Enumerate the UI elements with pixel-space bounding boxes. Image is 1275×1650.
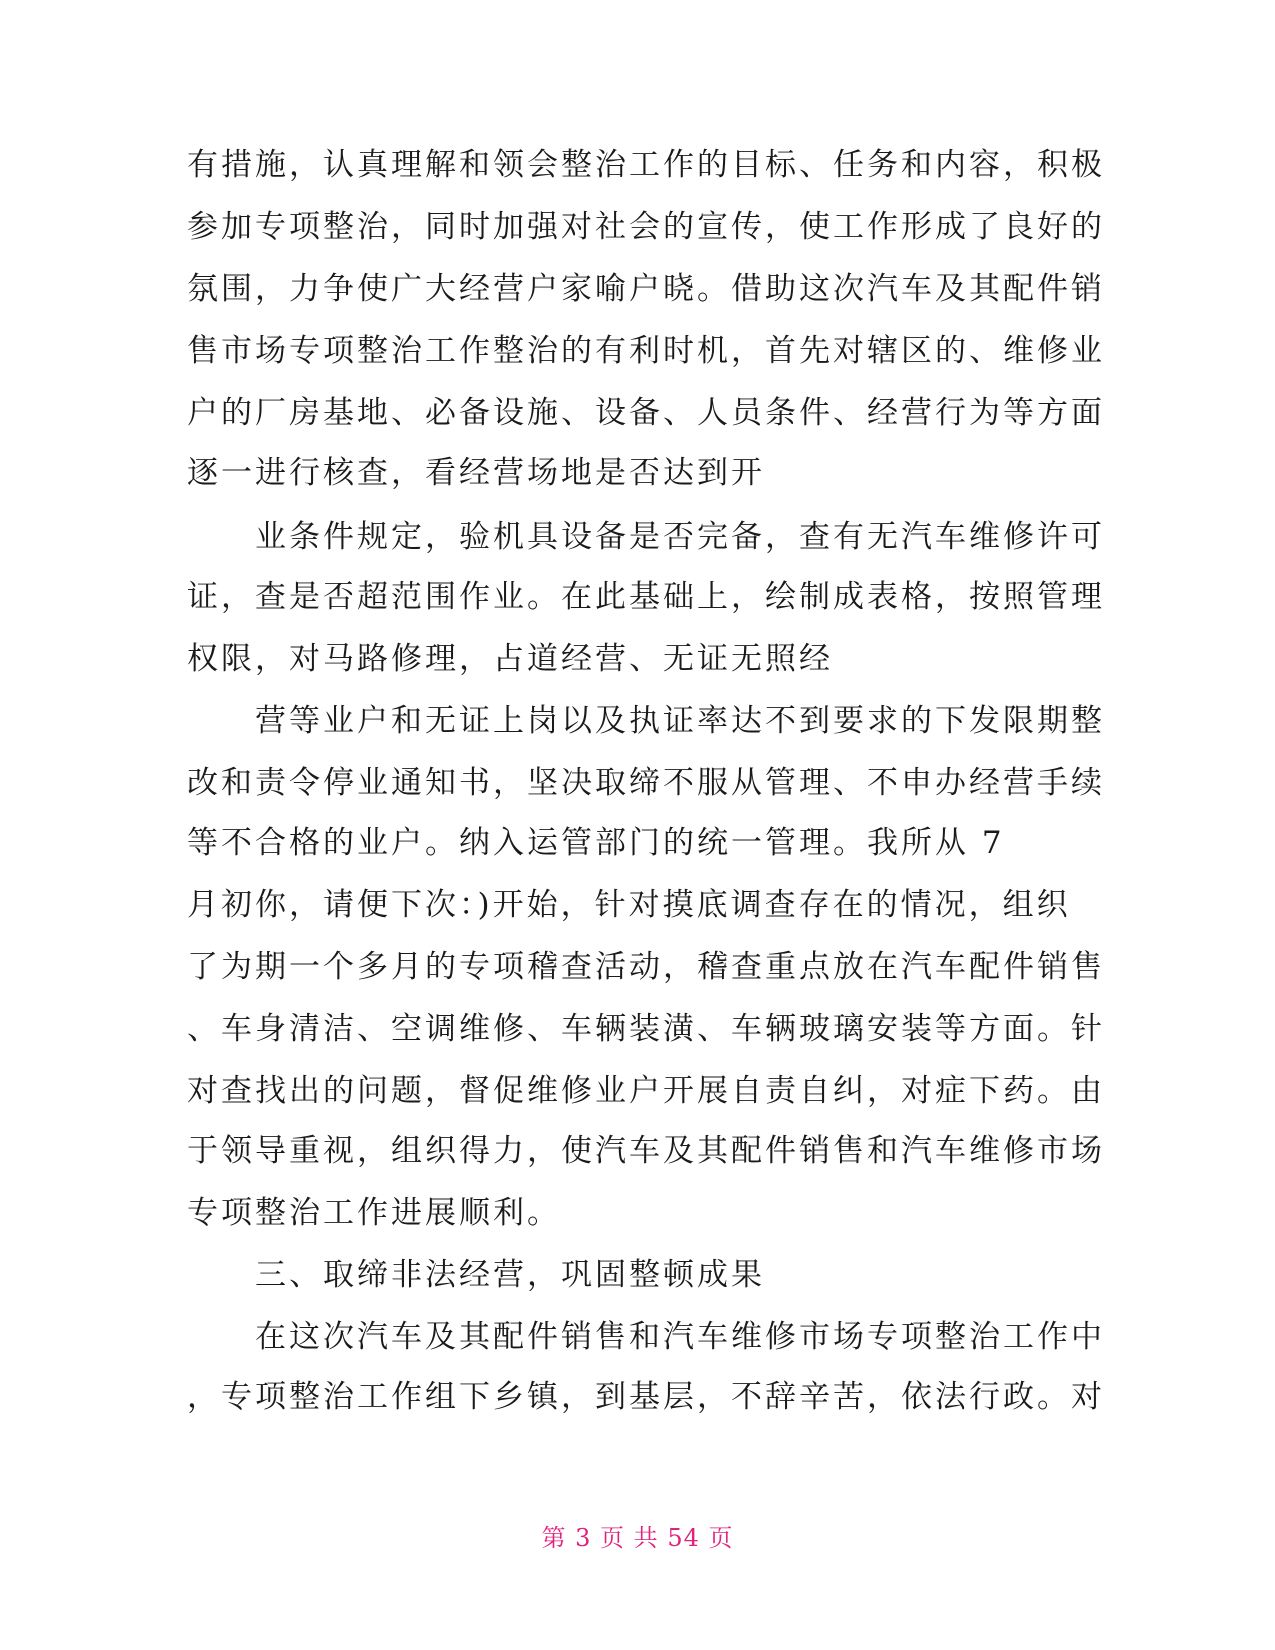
text-line: 户的厂房基地、必备设施、设备、人员条件、经营行为等方面	[187, 395, 1105, 431]
text-line: 于领导重视，组织得力，使汽车及其配件销售和汽车维修市场	[187, 1133, 1105, 1169]
text-line: 权限，对马路修理，占道经营、无证无照经	[187, 641, 833, 677]
text-line: 证，查是否超范围作业。在此基础上，绘制成表格，按照管理	[187, 579, 1105, 615]
text-line: 了为期一个多月的专项稽查活动，稽查重点放在汽车配件销售	[187, 949, 1105, 985]
text-line: 营等业户和无证上岗以及执证率达不到要求的下发限期整	[187, 703, 1105, 739]
text-line: 在这次汽车及其配件销售和汽车维修市场专项整治工作中	[187, 1319, 1105, 1355]
text-line: 月初你，请便下次：)开始，针对摸底调查存在的情况，组织	[187, 887, 1071, 923]
text-line: 等不合格的业户。纳入运管部门的统一管理。我所从 7	[187, 825, 1005, 861]
text-line: 售市场专项整治工作整治的有利时机，首先对辖区的、维修业	[187, 333, 1105, 369]
current-page-number: 3	[575, 1524, 592, 1552]
footer-middle: 页 共	[600, 1524, 659, 1552]
text-line: 逐一进行核查，看经营场地是否达到开	[187, 455, 765, 491]
footer-prefix: 第	[541, 1524, 567, 1552]
text-line: 改和责令停业通知书，坚决取缔不服从管理、不申办经营手续	[187, 765, 1105, 801]
text-line: 业条件规定，验机具设备是否完备，查有无汽车维修许可	[187, 519, 1105, 555]
text-line: ，专项整治工作组下乡镇，到基层，不辞辛苦，依法行政。对	[187, 1379, 1105, 1415]
text-line: 参加专项整治，同时加强对社会的宣传，使工作形成了良好的	[187, 209, 1105, 245]
text-line: 、车身清洁、空调维修、车辆装潢、车辆玻璃安装等方面。针	[187, 1011, 1105, 1047]
section-heading: 三、取缔非法经营，巩固整顿成果	[187, 1257, 765, 1293]
total-page-count: 54	[667, 1524, 700, 1552]
text-line: 有措施，认真理解和领会整治工作的目标、任务和内容，积极	[187, 147, 1105, 183]
text-line: 氛围，力争使广大经营户家喻户晓。借助这次汽车及其配件销	[187, 271, 1105, 307]
text-line: 专项整治工作进展顺利。	[187, 1195, 561, 1231]
page-footer	[0, 1518, 1275, 1553]
text-line: 对查找出的问题，督促维修业户开展自责自纠，对症下药。由	[187, 1073, 1105, 1109]
footer-suffix: 页	[708, 1524, 734, 1552]
